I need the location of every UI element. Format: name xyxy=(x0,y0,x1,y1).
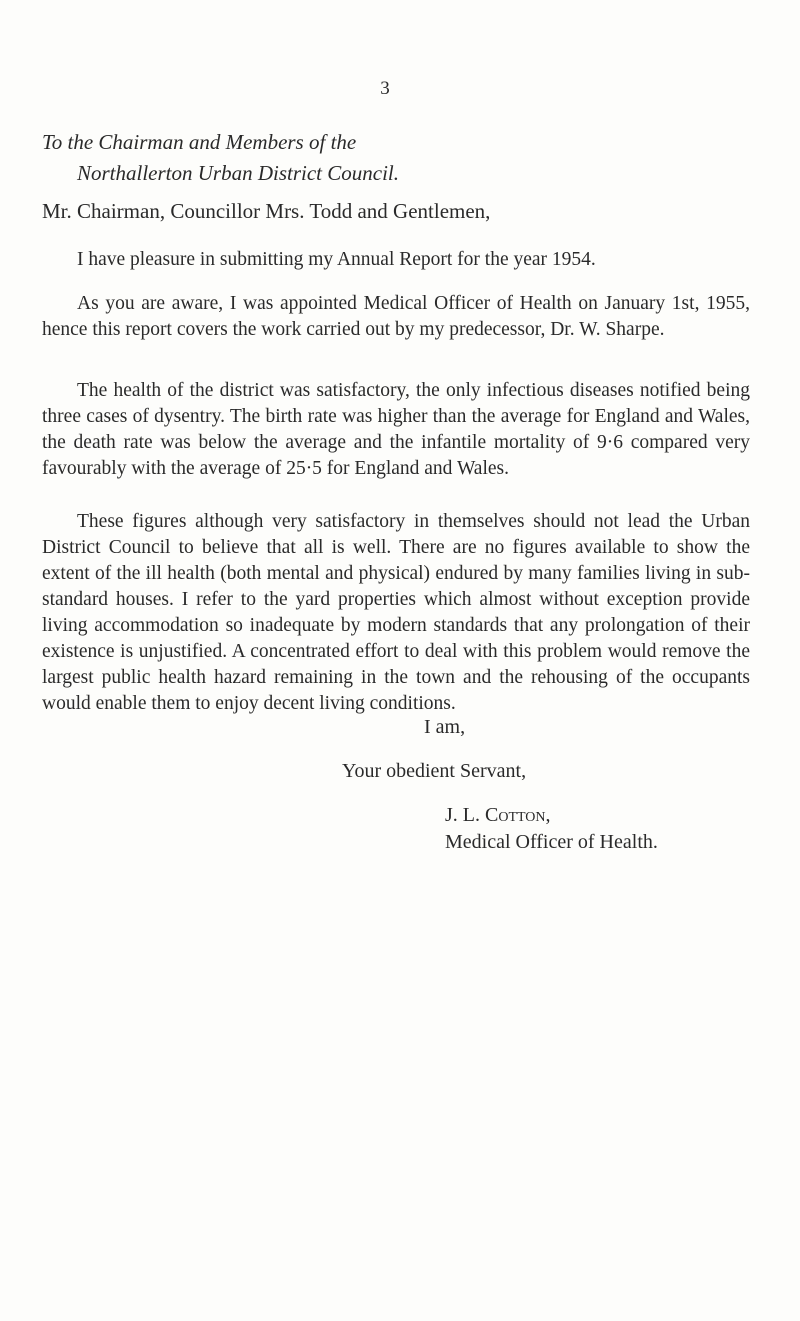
closing: I am, xyxy=(424,716,466,738)
paragraph-2: As you are aware, I was appointed Medical Officer of Health on January 1st, 1955, hence this report covers the work carried out by my predecessor, Dr. W. Sharpe. xyxy=(42,293,750,340)
signature-title: Medical Officer of Health. xyxy=(445,831,658,853)
addressee-line-2: Northallerton Urban District Council. xyxy=(77,161,400,185)
signature-name: J. L. Cotton, xyxy=(445,804,551,826)
valediction: Your obedient Servant, xyxy=(342,760,527,782)
salutation: Mr. Chairman, Councillor Mrs. Todd and Gentlemen, xyxy=(42,199,491,223)
paragraph-4: These figures although very satisfactory in themselves should not lead the Urban District Council to believe that all is well. There are no figures available to show the extent of the ill health (both mental and physical) endured by many families living in sub-standard houses. I refer to the yard properties which almost without exception provide living accommodation so inadequate by modern standards that any prolongation of their existence is unjustified. A concentrated effort to deal with this problem would remove the largest public health hazard remaining in the town and the rehousing of the occupants would enable them to enjoy decent living conditions. xyxy=(42,511,750,714)
page-number: 3 xyxy=(380,78,390,99)
paragraph-3: The health of the district was satisfactory, the only infectious diseases notified being three cases of dysentry. The birth rate was higher than the average for England and Wales, the death rate was below the average and the infantile mortality of 9·6 compared very favourably with the average of 25·5 for England and Wales. xyxy=(42,380,750,479)
addressee-line-1: To the Chairman and Members of the xyxy=(42,130,357,154)
addressee-block xyxy=(42,127,399,189)
paragraph-1: I have pleasure in submitting my Annual Report for the year 1954. xyxy=(77,249,596,270)
